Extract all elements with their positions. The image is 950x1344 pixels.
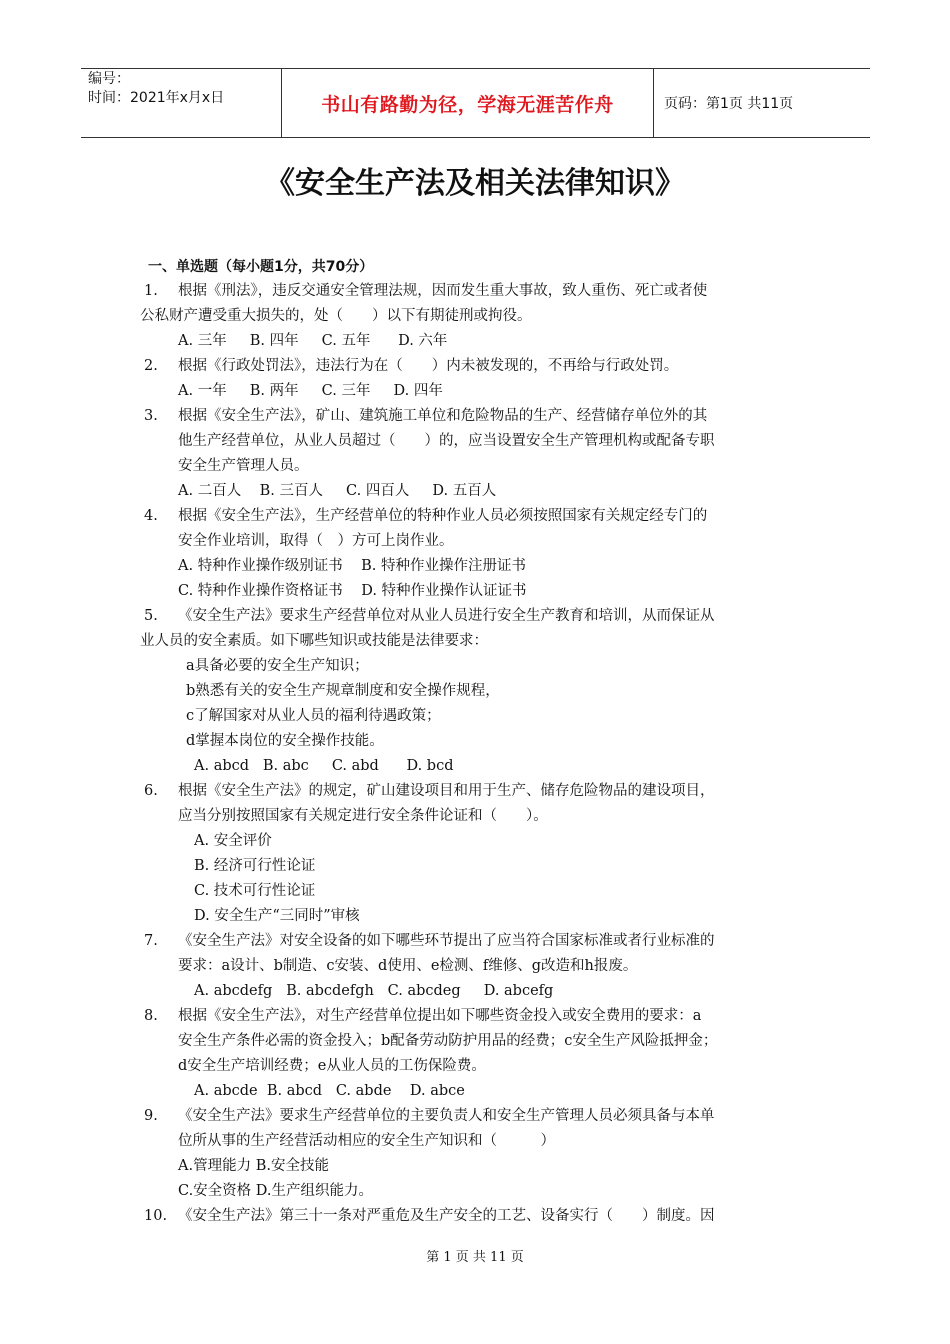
question-text: 《安全生产法》要求生产经营单位对从业人员进行安全生产教育和培训，从而保证从 [178, 608, 715, 624]
question-text: 要求：a设计、b制造、c安装、d使用、e检测、f维修、g改造和h报废。 [178, 958, 638, 974]
answer-options: A. 一年 B. 两年 C. 三年 D. 四年 [178, 383, 443, 399]
question-number: 2. [144, 358, 158, 374]
question-number: 10. [144, 1208, 168, 1224]
question-text: 安全生产管理人员。 [178, 458, 309, 474]
statement-d: d掌握本岗位的安全操作技能。 [186, 733, 384, 749]
question-7 [140, 929, 810, 979]
answer-options: A. abcd B. abc C. abd D. bcd [194, 758, 454, 774]
header-meta [81, 69, 282, 137]
question-3 [140, 404, 810, 479]
answer-options: A. 特种作业操作级别证书 B. 特种作业操作注册证书 [178, 558, 526, 574]
statement-c: c了解国家对从业人员的福利待遇政策； [186, 708, 441, 724]
question-8 [140, 1004, 810, 1079]
question-text: 《安全生产法》对安全设备的如下哪些环节提出了应当符合国家标准或者行业标准的 [178, 933, 715, 949]
question-text: 《安全生产法》第三十一条对严重危及生产安全的工艺、设备实行（ ）制度。因 [178, 1208, 715, 1224]
answer-options: C. 特种作业操作资格证书 D. 特种作业操作认证证书 [178, 583, 527, 599]
question-text: 安全生产条件必需的资金投入；b配备劳动防护用品的经费；c安全生产风险抵押金； [178, 1033, 718, 1049]
question-text: 《安全生产法》要求生产经营单位的主要负责人和安全生产管理人员必须具备与本单 [178, 1108, 715, 1124]
question-text: 位所从事的生产经营活动相应的安全生产知识和（ ） [178, 1133, 555, 1149]
question-1 [140, 279, 810, 304]
question-text: 根据《安全生产法》，生产经营单位的特种作业人员必须按照国家有关规定经专门的 [178, 508, 708, 524]
answer-options: A. 二百人 B. 三百人 C. 四百人 D. 五百人 [178, 483, 497, 499]
question-9 [140, 1104, 810, 1204]
question-text: d安全生产培训经费；e从业人员的工伤保险费。 [178, 1058, 486, 1074]
answer-options: A. abcdefg B. abcdefgh C. abcdeg D. abcefg [194, 983, 554, 999]
question-5 [140, 604, 810, 629]
statement-b: b熟悉有关的安全生产规章制度和安全操作规程， [186, 683, 500, 699]
answer-options: A. abcde B. abcd C. abde D. abce [194, 1083, 465, 1099]
question-text: 公私财产遭受重大损失的，处（ ）以下有期徒刑或拘役。 [140, 308, 532, 324]
question-number: 6. [144, 783, 158, 799]
answer-option-d: D. 安全生产“三同时”审核 [194, 908, 360, 924]
header-page-info: 页码：第1页 共11页 [664, 96, 794, 112]
question-text: 他生产经营单位，从业人员超过（ ）的，应当设置安全生产管理机构或配备专职 [178, 433, 715, 449]
answer-option-b: B. 经济可行性论证 [194, 858, 316, 874]
question-number: 4. [144, 508, 158, 524]
document-title: 《安全生产法及相关法律知识》 [265, 166, 685, 201]
question-text: 业人员的安全素质。如下哪些知识或技能是法律要求： [140, 633, 488, 649]
header-motto: 书山有路勤为径，学海无涯苦作舟 [282, 69, 654, 137]
answer-option-c: C. 技术可行性论证 [194, 883, 316, 899]
question-text: 根据《安全生产法》，对生产经营单位提出如下哪些资金投入或安全费用的要求：a [178, 1008, 702, 1024]
answer-options: C.安全资格 D.生产组织能力。 [178, 1183, 374, 1199]
question-number: 7. [144, 933, 158, 949]
answer-options: A.管理能力 B.安全技能 [178, 1158, 329, 1174]
question-text: 应当分别按照国家有关规定进行安全条件论证和（ ）。 [178, 808, 548, 824]
question-number: 3. [144, 408, 158, 424]
question-number: 5. [144, 608, 158, 624]
statement-a: a具备必要的安全生产知识； [186, 658, 369, 674]
question-text: 根据《安全生产法》，矿山、建筑施工单位和危险物品的生产、经营储存单位外的其 [178, 408, 708, 424]
question-2 [140, 354, 810, 379]
page-footer: 第 1 页 共 11 页 [426, 1250, 524, 1265]
question-list [140, 279, 810, 1229]
time-label: 时间：2021年x月x日 [88, 90, 225, 106]
question-number: 8. [144, 1008, 158, 1024]
answer-option-a: A. 安全评价 [194, 833, 272, 849]
code-label: 编号： [88, 71, 130, 87]
question-4 [140, 504, 810, 554]
question-number: 1. [144, 283, 158, 299]
question-text: 根据《刑法》，违反交通安全管理法规，因而发生重大事故，致人重伤、死亡或者使 [178, 283, 708, 299]
question-6 [140, 779, 810, 829]
question-number: 9. [144, 1108, 158, 1124]
answer-options: A. 三年 B. 四年 C. 五年 D. 六年 [178, 333, 448, 349]
section-title: 一、单选题（每小题1分，共70分） [148, 259, 374, 275]
question-text: 根据《行政处罚法》，违法行为在（ ）内未被发现的，不再给与行政处罚。 [178, 358, 679, 374]
question-10 [140, 1204, 810, 1229]
question-text: 根据《安全生产法》的规定，矿山建设项目和用于生产、储存危险物品的建设项目， [178, 783, 715, 799]
document-header [81, 68, 870, 138]
question-text: 安全作业培训，取得（ ）方可上岗作业。 [178, 533, 454, 549]
